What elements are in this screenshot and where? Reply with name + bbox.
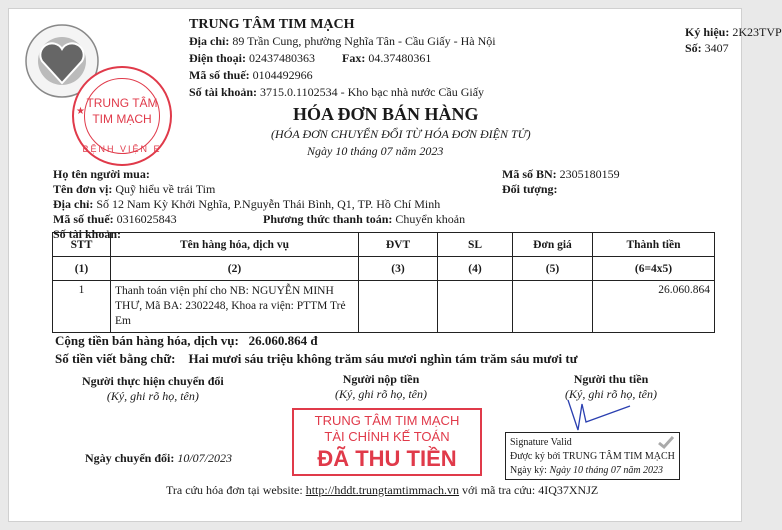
conversion-date: 10/07/2023 bbox=[177, 451, 233, 465]
total-amount: 26.060.864 đ bbox=[248, 333, 318, 348]
index-cell: (1) bbox=[53, 257, 111, 281]
buyer-address: Số 12 Nam Kỳ Khởi Nghĩa, P.Nguyễn Thái Bình, Q1, TP. Hồ Chí Minh bbox=[96, 197, 441, 211]
seller-address: 89 Trần Cung, phường Nghĩa Tân - Cầu Giấy - Hà Nội bbox=[232, 34, 496, 48]
lookup-label: Tra cứu hóa đơn tại website: bbox=[166, 483, 303, 497]
col-amount: Thành tiền bbox=[593, 233, 715, 257]
row-amount: 26.060.864 bbox=[593, 281, 715, 333]
object-label: Đối tượng: bbox=[502, 182, 558, 196]
lookup-code: 4IQ37XNJZ bbox=[538, 483, 599, 497]
signer-collector: Người thu tiền (Ký, ghi rõ họ, tên) bbox=[565, 372, 657, 401]
lookup-mid: với mã tra cứu: bbox=[462, 483, 536, 497]
payment-method: Chuyển khoản bbox=[395, 212, 466, 226]
col-stt: STT bbox=[53, 233, 111, 257]
seller-name: TRUNG TÂM TIM MẠCH bbox=[189, 17, 355, 32]
row-stt: 1 bbox=[53, 281, 111, 333]
row-name: Thanh toán viện phí cho NB: NGUYỄN MINH THƯ, Mã BA: 2302248, Khoa ra viện: PTTM Trẻ Em bbox=[111, 281, 359, 333]
signature-signer: Được ký bởi TRUNG TÂM TIM MẠCH bbox=[510, 451, 675, 462]
seller-fax: 04.37480361 bbox=[368, 51, 432, 65]
index-cell: (5) bbox=[513, 257, 593, 281]
signer-payer: Người nộp tiền (Ký, ghi rõ họ, tên) bbox=[335, 372, 427, 401]
seller-phone: 02437480363 bbox=[249, 51, 315, 65]
buyer-name-label: Họ tên người mua: bbox=[53, 167, 150, 181]
buyer-unit: Quỹ hiểu về trái Tim bbox=[115, 182, 216, 196]
col-unit: ĐVT bbox=[359, 233, 438, 257]
row-price bbox=[513, 281, 593, 333]
signature-status: Signature Valid bbox=[510, 437, 572, 448]
digital-signature-box: Signature Valid Được ký bởi TRUNG TÂM TIM MẠCH Ngày ký: Ngày 10 tháng 07 năm 2023 bbox=[505, 432, 680, 480]
round-stamp: TRUNG TÂM TIM MẠCH BỆNH VIỆN E ★ bbox=[72, 66, 172, 166]
col-price: Đơn giá bbox=[513, 233, 593, 257]
patient-id: 2305180159 bbox=[559, 167, 620, 181]
row-qty bbox=[438, 281, 513, 333]
buyer-account-label: Số tài khoản: bbox=[53, 227, 122, 241]
invoice-subtitle: (HÓA ĐƠN CHUYỂN ĐỔI TỪ HÓA ĐƠN ĐIỆN TỬ) bbox=[271, 127, 531, 141]
index-cell: (6=4x5) bbox=[593, 257, 715, 281]
items-table bbox=[52, 232, 715, 333]
seller-account: 3715.0.1102534 - Kho bạc nhà nước Cầu Giấy bbox=[260, 85, 485, 99]
index-cell: (3) bbox=[359, 257, 438, 281]
signer-converter: Người thực hiện chuyển đổi (Ký, ghi rõ họ, tên) bbox=[82, 374, 224, 403]
invoice-date: Ngày 10 tháng 07 năm 2023 bbox=[307, 144, 444, 158]
lookup-url-link[interactable]: http://hddt.trungtamtimmach.vn bbox=[305, 483, 460, 497]
col-qty: SL bbox=[438, 233, 513, 257]
handwritten-signature bbox=[560, 400, 640, 432]
invoice-page: TRUNG TÂM TIM MẠCH Địa chỉ: 89 Trần Cung, phường Nghĩa Tân - Cầu Giấy - Hà Nội Điện thoại: 02437480363 Fax: 04.37480361 Mã số thuế: 0104492966 Số tài khoản: 3715.0.1102534 - Kho bạc nhà nước Cầu Giấy Ký hiệu: 2K23TVP Số: 3407 HÓA ĐƠN BÁN HÀNG (HÓA ĐƠN CHUYỂN ĐỔI TỪ HÓA ĐƠN ĐIỆN TỬ) Ngày 10 tháng 07 năm 2023 Họ tên người mua: Tên đơn vị: Quỹ hiểu về trái Tim Địa chỉ: Số 12 Nam Kỳ Khởi Nghĩa, P.Nguyễn Thái Bình, Q1, TP. Hồ Chí Minh Mã số thuế: 0316025843 Phương thức thanh toán: Chuyển khoản Số tài khoản: Mã số BN: 2305180159 Đối tượng: bbox=[8, 8, 742, 522]
invoice-title: HÓA ĐƠN BÁN HÀNG bbox=[293, 104, 479, 124]
invoice-symbol: 2K23TVP bbox=[732, 25, 782, 39]
paid-stamp: TRUNG TÂM TIM MẠCH TÀI CHÍNH KẾ TOÁN ĐÃ THU TIỀN bbox=[292, 408, 482, 476]
row-unit bbox=[359, 281, 438, 333]
seller-tax: 0104492966 bbox=[252, 68, 313, 82]
check-icon bbox=[657, 435, 675, 449]
col-name: Tên hàng hóa, dịch vụ bbox=[111, 233, 359, 257]
amount-in-words: Hai mươi sáu triệu không trăm sáu mươi nghìn tám trăm sáu mươi tư bbox=[188, 351, 578, 366]
buyer-tax: 0316025843 bbox=[116, 212, 177, 226]
signature-date: Ngày 10 tháng 07 năm 2023 bbox=[549, 465, 664, 476]
index-cell: (2) bbox=[111, 257, 359, 281]
table-row bbox=[53, 281, 715, 333]
invoice-number: 3407 bbox=[704, 41, 729, 55]
index-cell: (4) bbox=[438, 257, 513, 281]
